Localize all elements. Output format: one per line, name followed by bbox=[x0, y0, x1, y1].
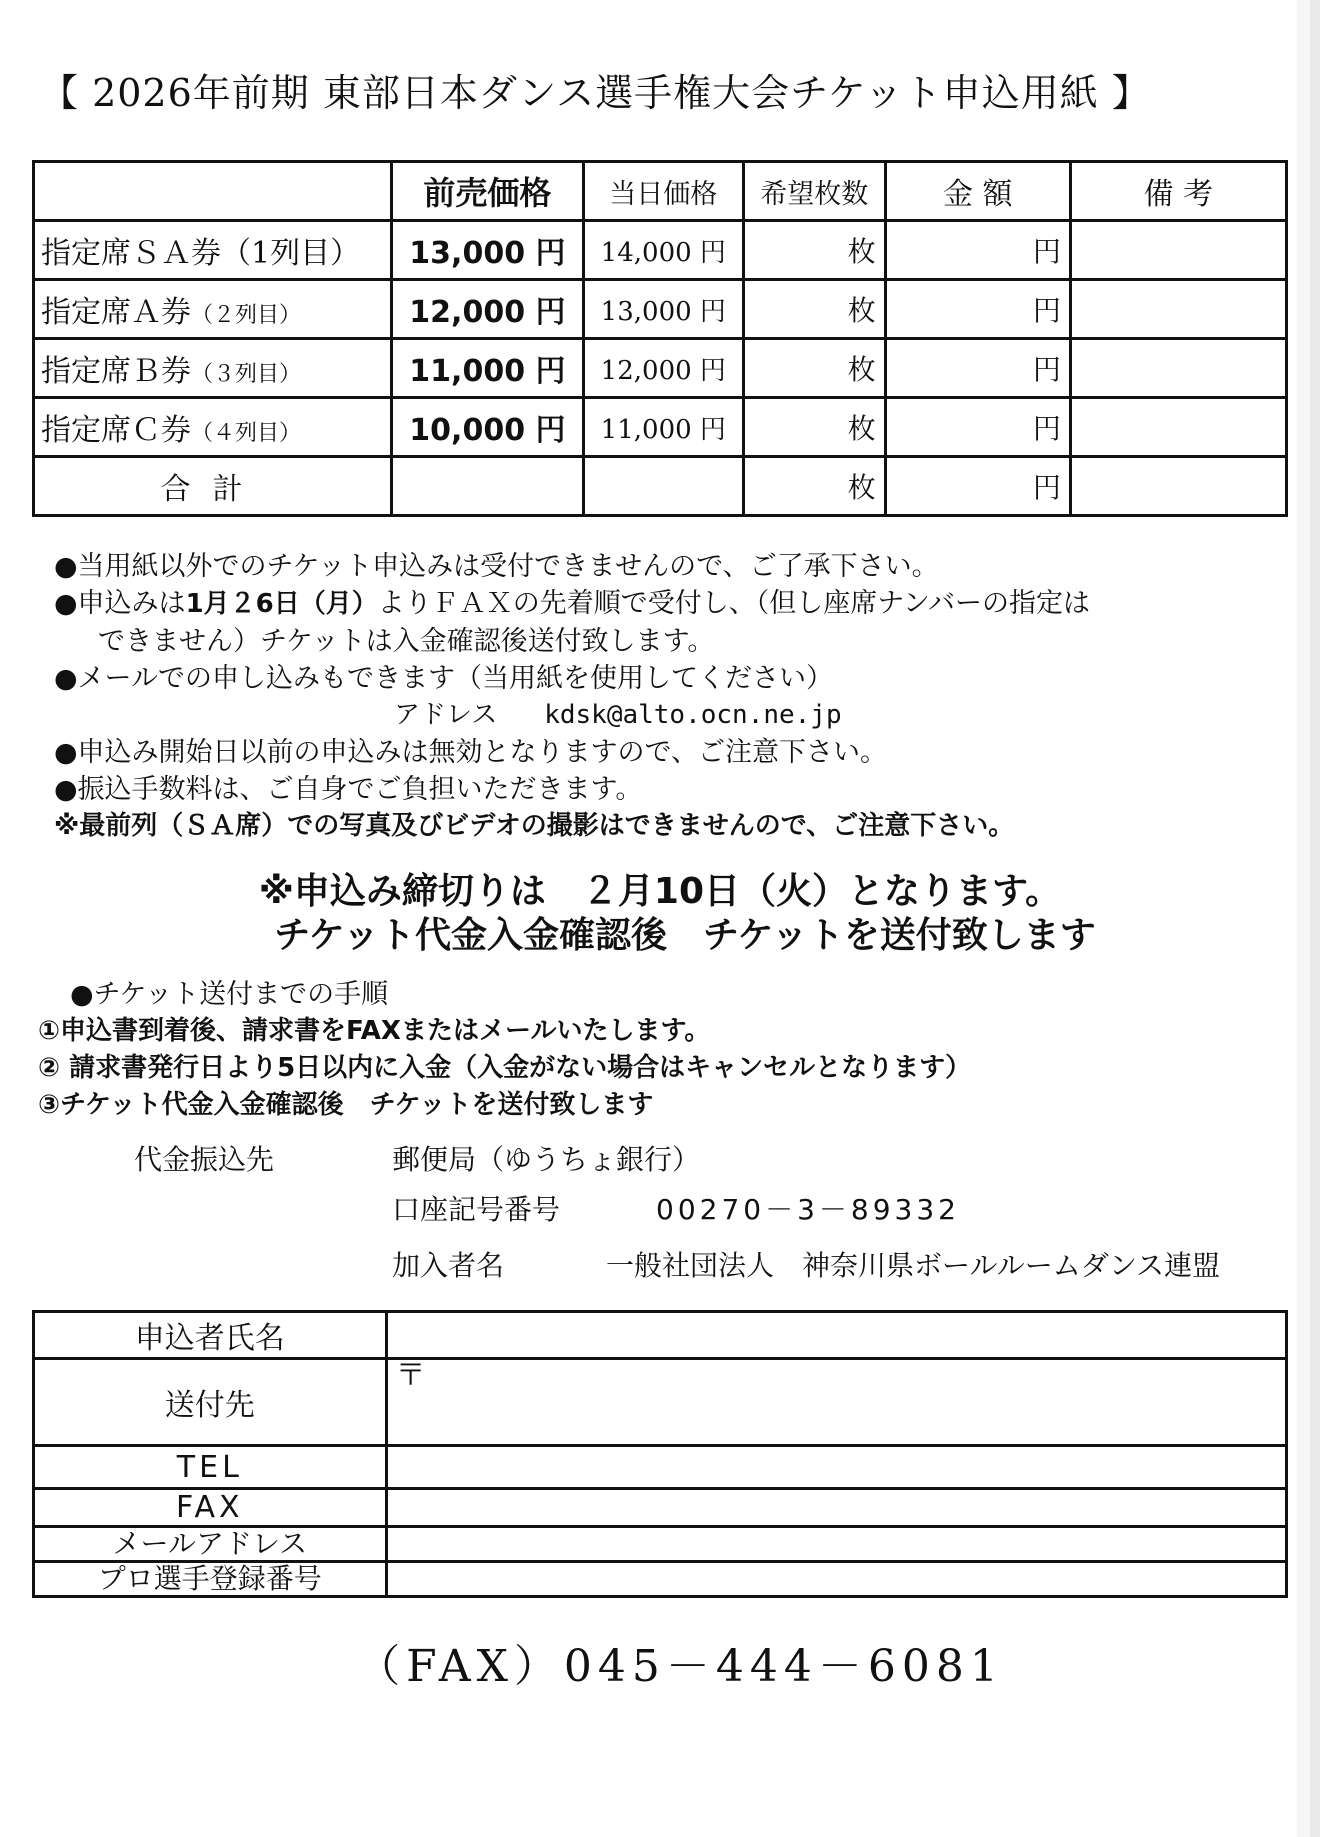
header-remarks: 備 考 bbox=[1070, 162, 1286, 221]
seat-row-note: （２列目） bbox=[191, 303, 302, 328]
note-2-continued: できません）チケットは入金確認後送付致します。 bbox=[98, 626, 715, 657]
applicant-name-field[interactable] bbox=[386, 1312, 1286, 1359]
amount-cell[interactable]: 円 bbox=[885, 221, 1070, 280]
holder-label: 加入者名 bbox=[392, 1249, 505, 1282]
procedure-heading: ●チケット送付までの手順 bbox=[70, 979, 389, 1010]
fax-label: FAX bbox=[34, 1489, 387, 1527]
advance-price-cell: 12,000 円 bbox=[391, 280, 583, 339]
seat-row-note: （３列目） bbox=[191, 362, 302, 387]
email-address-label: メールアドレス bbox=[34, 1527, 387, 1562]
day-price-cell: 11,000 円 bbox=[583, 398, 743, 457]
address-row bbox=[34, 1359, 1287, 1446]
fax-field[interactable] bbox=[386, 1489, 1286, 1527]
day-price-cell: 13,000 円 bbox=[583, 280, 743, 339]
header-quantity: 希望枚数 bbox=[743, 162, 885, 221]
pro-registration-label: プロ選手登録番号 bbox=[34, 1562, 387, 1597]
seat-type-cell bbox=[34, 280, 392, 339]
bank-name: 郵便局（ゆうちょ銀行） bbox=[392, 1143, 701, 1176]
ticket-order-table bbox=[32, 160, 1288, 517]
quantity-cell[interactable]: 枚 bbox=[743, 339, 885, 398]
amount-cell[interactable]: 円 bbox=[885, 280, 1070, 339]
remarks-cell[interactable] bbox=[1070, 221, 1286, 280]
note-6-photo-warning: ※最前列（ＳＡ席）での写真及びビデオの撮影はできませんので、ご注意下さい。 bbox=[54, 811, 1015, 841]
tel-row bbox=[34, 1446, 1287, 1489]
email-label: アドレス bbox=[394, 700, 498, 730]
header-amount: 金 額 bbox=[885, 162, 1070, 221]
procedure-step-1: ①申込書到着後、請求書をFAXまたはメールいたします。 bbox=[38, 1016, 711, 1046]
note-2-start: ●申込みは bbox=[54, 588, 186, 619]
address-field[interactable] bbox=[386, 1359, 1286, 1446]
header-day-price: 当日価格 bbox=[583, 162, 743, 221]
deadline-line-2: チケット代金入金確認後 チケットを送付致します bbox=[274, 915, 1096, 956]
total-label: 合計 bbox=[34, 457, 392, 516]
pro-number-row bbox=[34, 1562, 1287, 1597]
page-title: 【 2026年前期 東部日本ダンス選手権大会チケット申込用紙 】 bbox=[40, 71, 1151, 115]
seat-row-note: （４列目） bbox=[191, 421, 302, 446]
total-quantity-cell[interactable]: 枚 bbox=[743, 457, 885, 516]
procedure-step-3: ③チケット代金入金確認後 チケットを送付致します bbox=[38, 1090, 654, 1120]
advance-price-cell: 13,000 円 bbox=[391, 221, 583, 280]
note-5: ●振込手数料は、ご自身でご負担いただきます。 bbox=[54, 774, 643, 805]
fax-number-footer: （FAX）045－444－6081 bbox=[356, 1641, 1004, 1692]
notes-section bbox=[54, 548, 1284, 845]
postal-mark: 〒 bbox=[395, 1358, 426, 1393]
quantity-cell[interactable]: 枚 bbox=[743, 280, 885, 339]
applicant-name-row bbox=[34, 1312, 1287, 1359]
table-row bbox=[34, 280, 1287, 339]
seat-type-label: 指定席ＳＡ券（1列目） bbox=[41, 236, 361, 271]
procedure-section bbox=[38, 976, 1288, 1124]
total-amount-cell[interactable]: 円 bbox=[885, 457, 1070, 516]
tel-label: TEL bbox=[34, 1446, 387, 1489]
seat-type-cell bbox=[34, 398, 392, 457]
holder-name: 一般社団法人 神奈川県ボールルームダンス連盟 bbox=[606, 1249, 1221, 1282]
quantity-cell[interactable]: 枚 bbox=[743, 398, 885, 457]
deadline-notice bbox=[0, 870, 1320, 958]
header-empty-cell bbox=[34, 162, 392, 221]
email-address-line bbox=[54, 697, 1284, 734]
total-row bbox=[34, 457, 1287, 516]
procedure-step-2: ② 請求書発行日より5日以内に入金（入金がない場合はキャンセルとなります） bbox=[38, 1053, 972, 1083]
remarks-cell[interactable] bbox=[1070, 339, 1286, 398]
note-2 bbox=[54, 585, 1284, 623]
email-address[interactable]: kdsk@alto.ocn.ne.jp bbox=[544, 700, 842, 730]
total-remarks-cell[interactable] bbox=[1070, 457, 1286, 516]
seat-type-label: 指定席Ａ券 bbox=[41, 295, 191, 330]
day-price-cell: 14,000 円 bbox=[583, 221, 743, 280]
seat-type-cell bbox=[34, 339, 392, 398]
address-label: 送付先 bbox=[34, 1359, 387, 1446]
email-field[interactable] bbox=[386, 1527, 1286, 1562]
applicant-name-label: 申込者氏名 bbox=[34, 1312, 387, 1359]
note-2-rest: よりＦＡＸの先着順で受付し、（但し座席ナンバーの指定は bbox=[377, 588, 1091, 619]
table-row bbox=[34, 339, 1287, 398]
deadline-line-1: ※申込み締切りは ２月10日（火）となります。 bbox=[258, 871, 1062, 912]
advance-price-cell: 11,000 円 bbox=[391, 339, 583, 398]
pro-registration-field[interactable] bbox=[386, 1562, 1286, 1597]
account-label: 口座記号番号 bbox=[392, 1193, 561, 1226]
remarks-cell[interactable] bbox=[1070, 280, 1286, 339]
note-2-start-date: 1月２6日（月） bbox=[185, 589, 378, 619]
fax-row bbox=[34, 1489, 1287, 1527]
note-1: ●当用紙以外でのチケット申込みは受付できませんので、ご了承下さい。 bbox=[54, 551, 939, 582]
applicant-info-table bbox=[32, 1310, 1288, 1598]
seat-type-label: 指定席Ｂ券 bbox=[41, 354, 191, 389]
amount-cell[interactable]: 円 bbox=[885, 339, 1070, 398]
header-advance-price: 前売価格 bbox=[391, 162, 583, 221]
account-number: 00270－3－89332 bbox=[656, 1193, 960, 1226]
seat-type-label: 指定席Ｃ券 bbox=[41, 413, 191, 448]
bank-label: 代金振込先 bbox=[134, 1143, 275, 1176]
total-day-cell bbox=[583, 457, 743, 516]
remarks-cell[interactable] bbox=[1070, 398, 1286, 457]
email-row bbox=[34, 1527, 1287, 1562]
total-advance-cell bbox=[391, 457, 583, 516]
table-row bbox=[34, 398, 1287, 457]
quantity-cell[interactable]: 枚 bbox=[743, 221, 885, 280]
seat-type-cell bbox=[34, 221, 392, 280]
note-4: ●申込み開始日以前の申込みは無効となりますので、ご注意下さい。 bbox=[54, 737, 888, 768]
day-price-cell: 12,000 円 bbox=[583, 339, 743, 398]
advance-price-cell: 10,000 円 bbox=[391, 398, 583, 457]
note-3: ●メールでの申し込みもできます（当用紙を使用してください） bbox=[54, 663, 834, 694]
table-row bbox=[34, 221, 1287, 280]
amount-cell[interactable]: 円 bbox=[885, 398, 1070, 457]
tel-field[interactable] bbox=[386, 1446, 1286, 1489]
table-header-row bbox=[34, 162, 1287, 221]
